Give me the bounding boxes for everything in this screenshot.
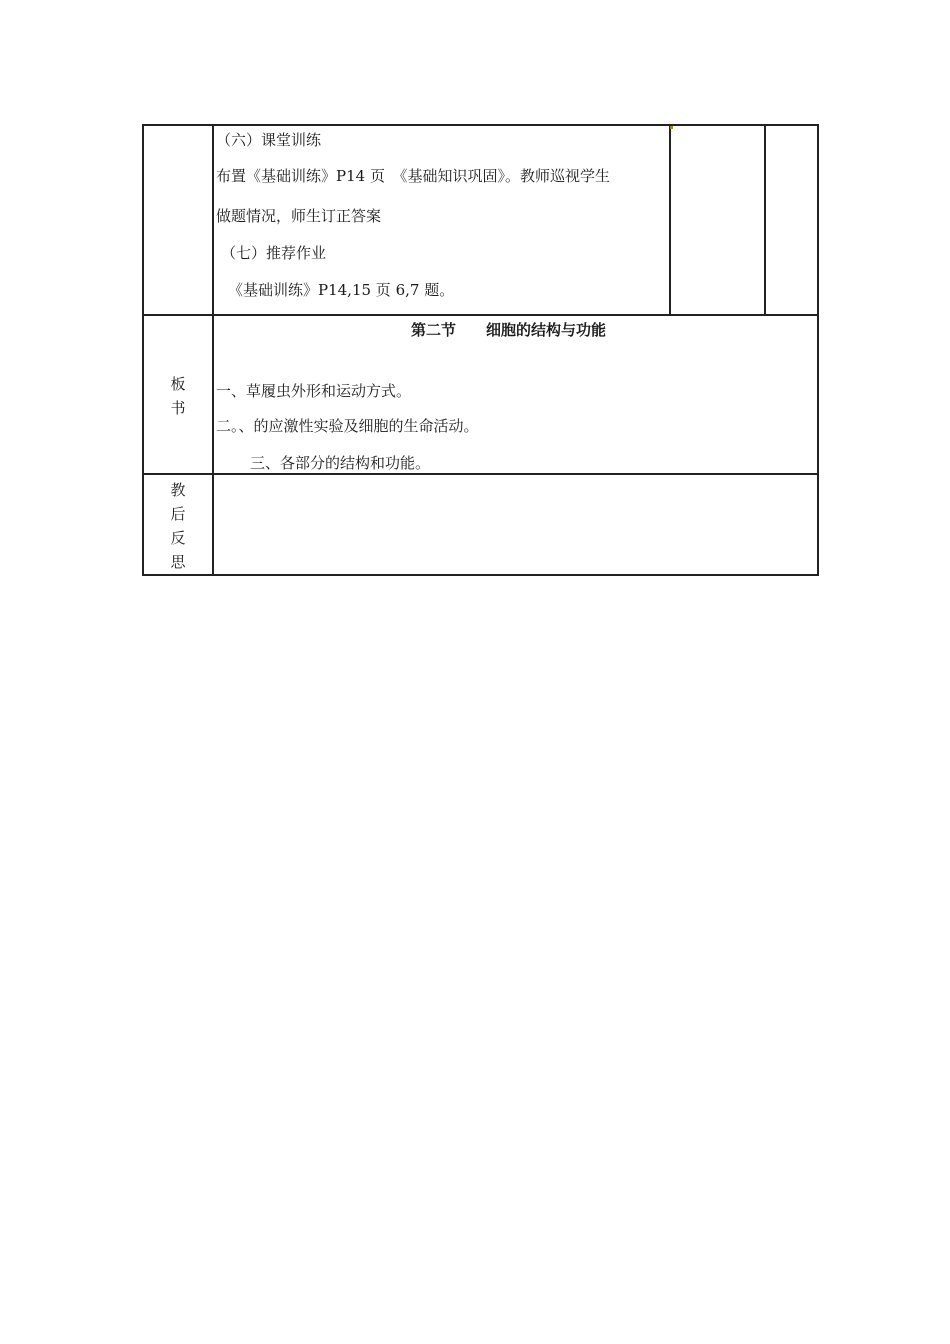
board-title: 第二节 细胞的结构与功能 [411, 321, 607, 339]
section-heading-training: （六）课堂训练 [216, 131, 322, 149]
reflection-label: 教后反思 [170, 481, 186, 571]
column-divider-4 [764, 124, 766, 316]
small-mark [670, 126, 673, 129]
board-item-2: 二。、的应激性实验及细胞的生命活动。 [216, 417, 479, 435]
section-heading-homework: （七）推荐作业 [221, 244, 327, 262]
board-item-1: 一、草履虫外形和运动方式。 [216, 382, 412, 400]
training-instruction-cont: 做题情况，师生订正答案 [216, 207, 382, 225]
reflection-content-cell [214, 475, 817, 574]
row-divider-1 [142, 314, 819, 316]
board-label: 板书 [170, 375, 186, 417]
board-item-3: 三、各部分的结构和功能。 [250, 454, 431, 472]
column-divider-3 [669, 124, 671, 316]
training-instruction: 布置《基础训练》P14 页 《基础知识巩固》。教师巡视学生 [216, 167, 610, 185]
homework-instruction: 《基础训练》P14,15 页 6,7 题。 [228, 281, 455, 299]
